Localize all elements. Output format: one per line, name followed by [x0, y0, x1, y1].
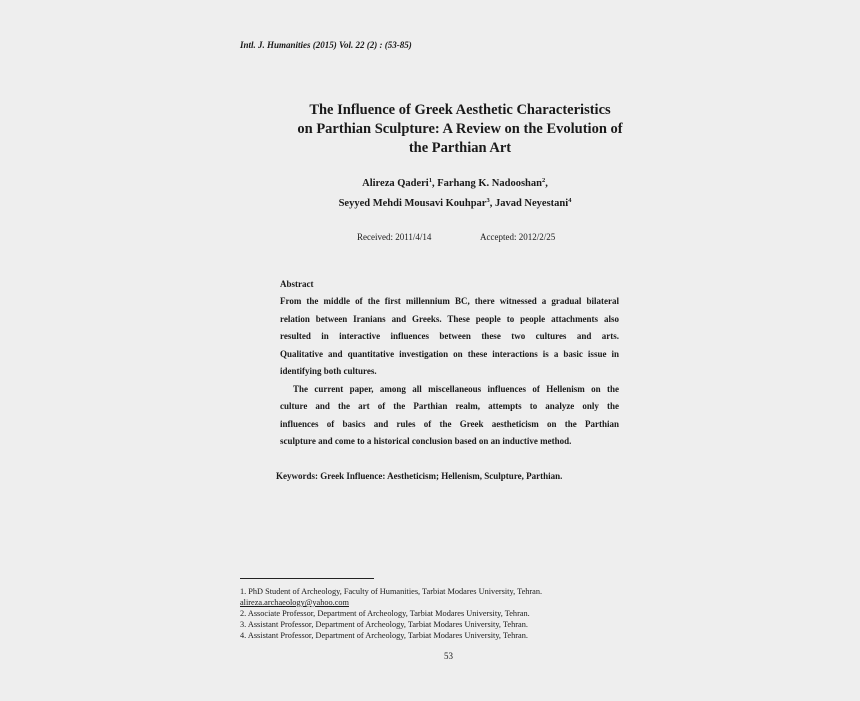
keywords: Keywords: Greek Influence: Aestheticism; Hellenism, Sculpture, Parthian. [276, 471, 563, 481]
footnote-3: 3. Assistant Professor, Department of Archeology, Tarbiat Modares University, Tehran. [240, 620, 528, 629]
abstract-line: relation between Iranians and Greeks. These people to people attachments also [280, 313, 619, 324]
abstract-line: sculpture and come to a historical conclusion based on an inductive method. [280, 436, 572, 446]
footnotes [240, 586, 542, 641]
author-name: Farhang K. Nadooshan [437, 178, 542, 189]
abstract-body [280, 293, 619, 451]
accepted-date: Accepted: 2012/2/25 [480, 232, 556, 242]
author-affiliation-mark: 1 [428, 177, 432, 184]
footnote-1: 1. PhD Student of Archeology, Faculty of Humanities, Tarbiat Modares University, Tehran. [240, 587, 543, 596]
abstract-line: culture and the art of the Parthian realm, attempts to analyze only the [280, 401, 619, 411]
title-line: The Influence of Greek Aesthetic Characteristics [309, 102, 611, 118]
author-name: Seyyed Mehdi Mousavi Kouhpar [338, 198, 487, 209]
abstract-line: influences of basics and rules of the Greek aestheticism on the Parthian [280, 418, 619, 429]
author-list [250, 174, 660, 214]
abstract-line: From the middle of the first millennium BC, there witnessed a gradual bilateral [280, 296, 619, 306]
title-line: the Parthian Art [408, 140, 512, 156]
author-separator: , [545, 178, 548, 189]
journal-header: Intl. J. Humanities (2015) Vol. 22 (2) : (53-85) [240, 40, 412, 50]
author-email-link[interactable]: alireza.archaeology@yahoo.com [240, 598, 349, 607]
footnote-4: 4. Assistant Professor, Department of Archeology, Tarbiat Modares University, Tehran. [240, 631, 528, 640]
abstract-line: Qualitative and quantitative investigation on these interactions is a basic issue in [280, 348, 619, 359]
received-date: Received: 2011/4/14 [357, 232, 432, 242]
author-name: Alireza Qaderi [362, 178, 429, 189]
author-separator: , [489, 198, 495, 209]
abstract-line: The current paper, among all miscellaneous influences of Hellenism on the [293, 383, 619, 394]
author-affiliation-mark: 4 [568, 197, 572, 204]
author-line-1 [250, 174, 660, 194]
footnote-2: 2. Associate Professor, Department of Archeology, Tarbiat Modares University, Tehran. [240, 609, 530, 618]
author-affiliation-mark: 3 [486, 197, 490, 204]
paper-title [260, 101, 660, 158]
footnote-divider [240, 578, 374, 579]
title-line: on Parthian Sculpture: A Review on the Evolution of [297, 121, 623, 137]
author-line-2 [250, 194, 660, 214]
abstract-heading: Abstract [280, 279, 314, 289]
author-separator: , [431, 178, 438, 189]
abstract-line: identifying both cultures. [280, 366, 377, 376]
abstract-line: resulted in interactive influences between these two cultures and arts. [280, 331, 619, 341]
author-affiliation-mark: 2 [541, 177, 546, 184]
author-name: Javad Neyestani [494, 198, 569, 209]
page-number: 53 [444, 651, 453, 661]
